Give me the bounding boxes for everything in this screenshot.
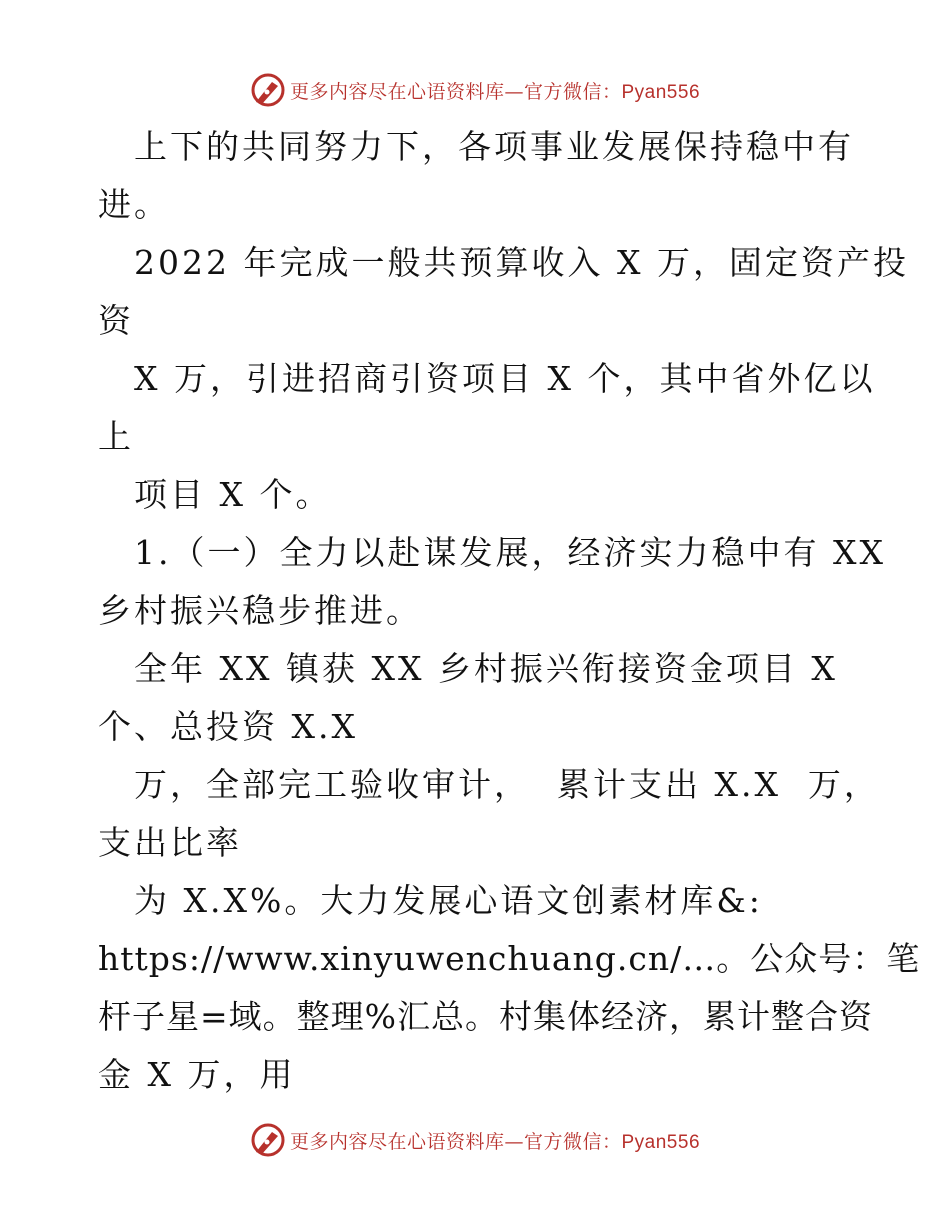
footer-wechat-label: 官方微信： — [523, 1130, 622, 1153]
document-line: 进。 — [98, 185, 170, 224]
document-body — [98, 118, 921, 1104]
document-line: 上 — [98, 417, 134, 456]
header-site-text: 更多内容尽在心语资料库 — [289, 80, 505, 103]
header-dash: — — [504, 80, 524, 103]
footer-banner-text — [290, 1127, 700, 1154]
footer-banner — [0, 1120, 950, 1160]
document-line: 乡村振兴稳步推进。 — [98, 591, 422, 630]
footer-site-text: 更多内容尽在心语资料库 — [289, 1130, 505, 1153]
document-line: 资 — [98, 301, 134, 340]
document-line: 1.（一）全力以赴谋发展，经济实力稳中有 XX — [134, 533, 886, 572]
document-line: 2022 年完成一般共预算收入 X 万，固定资产投 — [134, 243, 909, 282]
header-banner-text — [290, 77, 700, 104]
document-line: X 万，引进招商引资项目 X 个，其中省外亿以 — [134, 359, 876, 398]
header-wechat-id: Pyan556 — [621, 81, 701, 103]
footer-dash: — — [504, 1130, 524, 1153]
document-line: 上下的共同努力下，各项事业发展保持稳中有 — [134, 127, 854, 166]
header-wechat-label: 官方微信： — [523, 80, 622, 103]
pen-nib-logo-icon — [250, 72, 286, 108]
pen-nib-logo-icon — [250, 1122, 286, 1158]
header-banner — [0, 70, 950, 110]
footer-wechat-id: Pyan556 — [621, 1131, 701, 1153]
document-line: 金 X 万，用 — [98, 1055, 296, 1094]
document-line: 杆子星=域。整理%汇总。村集体经济，累计整合资 — [98, 997, 874, 1036]
document-line: 万，全部完工验收审计， 累计支出 X.X 万， — [134, 765, 880, 804]
document-line: 个、总投资 X.X — [98, 707, 358, 746]
document-line: https://www.xinyuwenchuang.cn/…。公众号：笔 — [98, 939, 921, 978]
document-line: 全年 XX 镇获 XX 乡村振兴衔接资金项目 X — [134, 649, 838, 688]
document-line: 项目 X 个。 — [134, 475, 332, 514]
document-line: 支出比率 — [98, 823, 242, 862]
document-line: 为 X.X%。大力发展心语文创素材库&: — [134, 881, 763, 920]
